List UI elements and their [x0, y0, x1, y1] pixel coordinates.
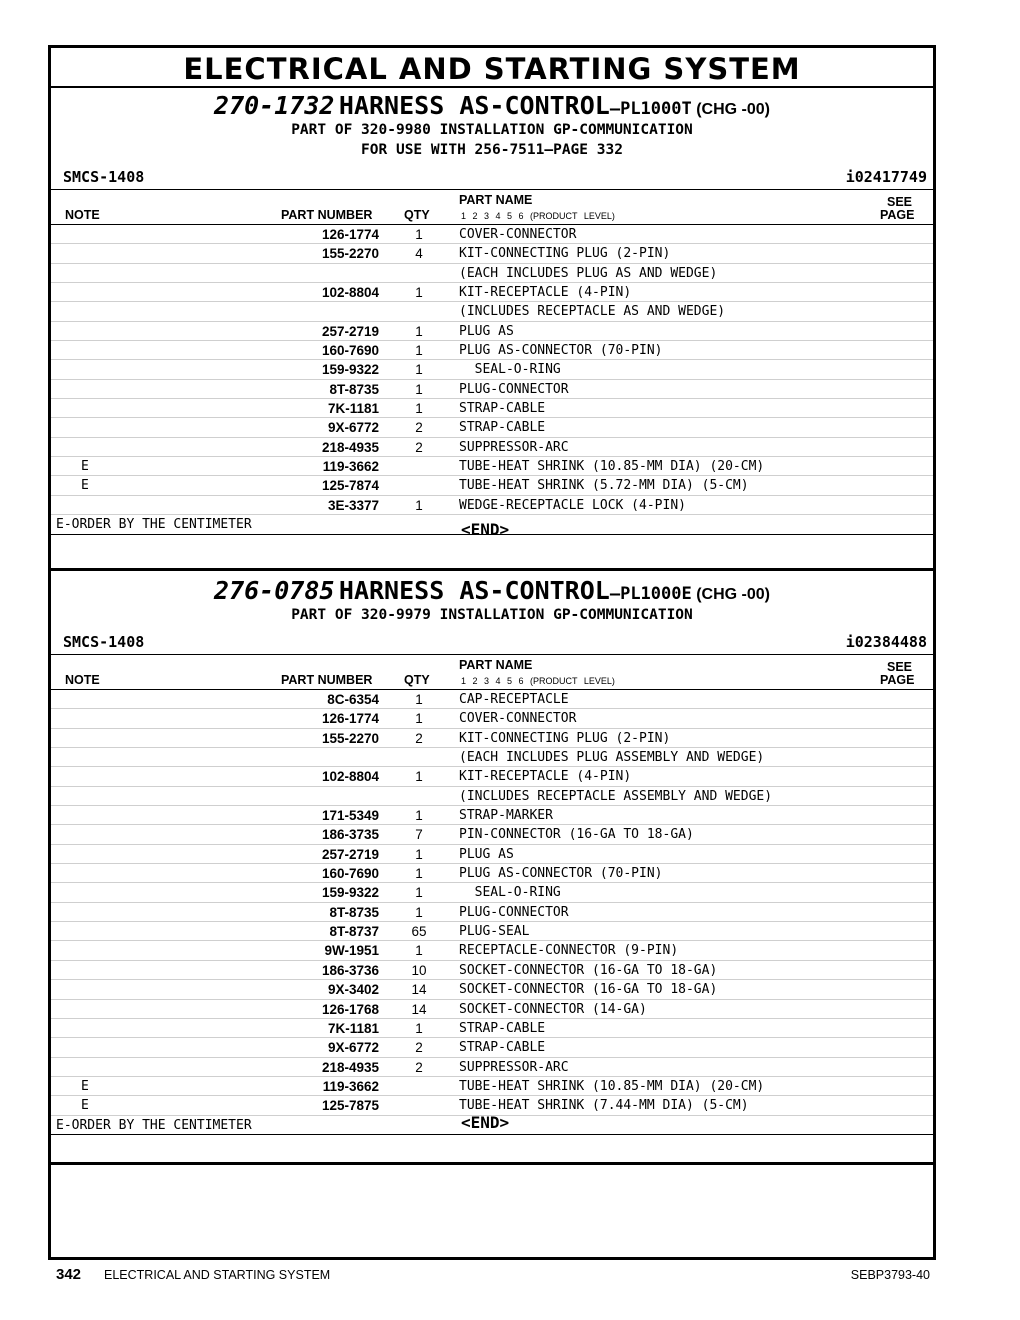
table-row: [51, 1038, 933, 1057]
page-frame: [48, 45, 936, 1260]
row-qty: 1: [415, 1020, 423, 1036]
row-qty: 2: [415, 439, 423, 455]
table-row: [51, 787, 933, 806]
row-qty: 1: [415, 711, 423, 727]
row-qty: 2: [415, 1059, 423, 1075]
table-row: [51, 264, 933, 283]
row-part-number: 119-3662: [322, 459, 379, 475]
row-part-number: 155-2270: [321, 246, 379, 262]
row-part-number: 9X-6772: [327, 420, 379, 436]
table-row: [51, 341, 933, 360]
row-part-number: 257-2719: [321, 846, 379, 862]
row-part-number: 9X-6772: [327, 1040, 379, 1056]
row-part-number: 126-1774: [321, 227, 379, 242]
row-part-number: 8T-8735: [329, 904, 379, 920]
row-qty: 65: [411, 924, 427, 940]
table-row: [51, 941, 933, 960]
row-qty: 1: [415, 285, 423, 301]
row-part-name: SOCKET-CONNECTOR (14-GA): [459, 1001, 647, 1017]
section-separator: [51, 568, 933, 571]
section-use-with: FOR USE WITH 256-7511—PAGE 332: [361, 142, 623, 158]
row-part-number: 3E-3377: [327, 497, 379, 513]
row-qty: 2: [415, 420, 423, 436]
col-product-levels: 1 2 3 4 5 6 (PRODUCT LEVEL): [461, 676, 615, 686]
row-part-number: 7K-1181: [327, 1020, 379, 1036]
row-qty: 1: [415, 323, 423, 339]
table-row: [51, 1077, 933, 1096]
row-part-name: TUBE-HEAT SHRINK (10.85-MM DIA) (20-CM): [459, 459, 765, 475]
row-part-name: (EACH INCLUDES PLUG AS AND WEDGE): [459, 265, 718, 281]
table-row: [51, 980, 933, 999]
section-model: —PL1000T: [609, 99, 692, 119]
section-part-of: PART OF 320-9979 INSTALLATION GP-COMMUNICATION: [291, 607, 693, 623]
row-part-name: SUPPRESSOR-ARC: [459, 439, 569, 455]
row-part-name: PLUG AS-CONNECTOR (70-PIN): [459, 866, 663, 882]
section-heading: [51, 576, 933, 605]
table-row: [51, 883, 933, 902]
page-number: 342: [56, 1266, 82, 1283]
row-part-name: SOCKET-CONNECTOR (16-GA TO 18-GA): [459, 982, 718, 998]
row-note: E: [81, 1078, 89, 1094]
table-row: [51, 496, 933, 515]
section-name: HARNESS AS-CONTROL: [338, 576, 610, 605]
table-row: [51, 399, 933, 418]
section-separator: [51, 1162, 933, 1165]
table-row: [51, 690, 933, 709]
row-part-number: 119-3662: [322, 1078, 379, 1094]
table-row: [51, 225, 933, 244]
row-part-number: 186-3735: [321, 827, 379, 843]
table-row: [51, 1019, 933, 1038]
title-rule: [51, 86, 933, 88]
row-part-name: SUPPRESSOR-ARC: [459, 1059, 569, 1075]
table-row: [51, 244, 933, 263]
table-row: [51, 845, 933, 864]
row-part-name: STRAP-MARKER: [459, 808, 553, 824]
row-part-number: 159-9322: [321, 362, 379, 378]
row-qty: 1: [415, 808, 423, 824]
row-part-number: 8C-6354: [327, 692, 379, 707]
row-part-name: RECEPTACLE-CONNECTOR (9-PIN): [459, 943, 679, 959]
table-row: [51, 302, 933, 321]
header-rule: [51, 654, 933, 655]
row-part-name: PLUG-CONNECTOR: [459, 904, 569, 920]
table-row: [51, 767, 933, 786]
row-part-name: COVER-CONNECTOR: [459, 227, 577, 242]
section-name: HARNESS AS-CONTROL: [338, 91, 610, 120]
col-qty: QTY: [404, 208, 430, 222]
col-see: SEE: [887, 195, 913, 209]
row-part-number: 125-7874: [321, 478, 379, 494]
document-id: SEBP3793-40: [850, 1268, 930, 1282]
row-part-number: 218-4935: [321, 1059, 379, 1075]
row-part-name: TUBE-HEAT SHRINK (7.44-MM DIA) (5-CM): [459, 1098, 749, 1114]
table-row: [51, 322, 933, 341]
table-row: [51, 806, 933, 825]
row-part-name: PLUG-CONNECTOR: [459, 381, 569, 397]
row-qty: 1: [415, 227, 423, 242]
row-part-number: 8T-8735: [329, 381, 379, 397]
row-part-name: PLUG AS: [459, 323, 514, 339]
table-row: [51, 903, 933, 922]
row-part-name: STRAP-CABLE: [459, 420, 546, 436]
col-part-number: PART NUMBER: [281, 673, 373, 687]
row-part-number: 218-4935: [321, 439, 379, 455]
row-qty: 2: [415, 730, 423, 746]
row-qty: 1: [415, 362, 423, 378]
row-qty: 1: [415, 343, 423, 359]
row-part-name: PIN-CONNECTOR (16-GA TO 18-GA): [459, 827, 694, 843]
col-product-levels: 1 2 3 4 5 6 (PRODUCT LEVEL): [461, 211, 615, 221]
row-part-name: PLUG AS: [459, 846, 514, 862]
row-part-name: STRAP-CABLE: [459, 1040, 546, 1056]
row-part-number: 160-7690: [321, 866, 379, 882]
row-qty: 4: [415, 246, 423, 262]
row-part-name: COVER-CONNECTOR: [459, 711, 577, 727]
col-note: NOTE: [65, 673, 100, 687]
row-part-name: TUBE-HEAT SHRINK (10.85-MM DIA) (20-CM): [459, 1078, 765, 1094]
footer-section-title: ELECTRICAL AND STARTING SYSTEM: [104, 1268, 331, 1282]
illustration-id: i02384488: [845, 633, 927, 651]
row-part-number: 9W-1951: [324, 943, 379, 959]
row-note: E: [81, 1098, 89, 1114]
row-part-name: KIT-CONNECTING PLUG (2-PIN): [459, 246, 671, 262]
parts-table: [51, 224, 933, 535]
col-part-name: PART NAME: [459, 658, 533, 672]
col-see: SEE: [887, 660, 913, 674]
row-part-name: PLUG AS-CONNECTOR (70-PIN): [459, 343, 663, 359]
table-row: [51, 380, 933, 399]
row-part-number: 186-3736: [321, 962, 379, 978]
table-row: [51, 1058, 933, 1077]
table-row: [51, 864, 933, 883]
row-part-name: (INCLUDES RECEPTACLE AS AND WEDGE): [459, 304, 726, 320]
row-part-number: 8T-8737: [329, 924, 379, 940]
end-marker: <END>: [461, 520, 510, 539]
section-heading: [51, 91, 933, 120]
row-qty: 1: [415, 401, 423, 417]
col-part-number: PART NUMBER: [281, 208, 373, 222]
row-qty: 1: [415, 497, 423, 513]
row-part-name: KIT-CONNECTING PLUG (2-PIN): [459, 730, 671, 746]
row-qty: 1: [415, 692, 423, 707]
row-part-number: 126-1768: [321, 1001, 379, 1017]
col-page: PAGE: [880, 673, 915, 687]
section-part-of: PART OF 320-9980 INSTALLATION GP-COMMUNICATION: [291, 122, 693, 138]
page-footer: [56, 1266, 930, 1286]
row-part-number: 102-8804: [321, 769, 379, 785]
row-part-name: KIT-RECEPTACLE (4-PIN): [459, 769, 632, 785]
row-part-name: WEDGE-RECEPTACLE LOCK (4-PIN): [459, 497, 686, 513]
row-part-number: 159-9322: [321, 885, 379, 901]
footnote: E-ORDER BY THE CENTIMETER: [56, 517, 252, 533]
row-qty: 14: [411, 1001, 427, 1017]
section-model: —PL1000E: [609, 584, 692, 604]
smcs-code: SMCS-1408: [63, 633, 145, 651]
row-part-name: KIT-RECEPTACLE (4-PIN): [459, 285, 632, 301]
table-row: [51, 1000, 933, 1019]
row-qty: 1: [415, 866, 423, 882]
footnote: E-ORDER BY THE CENTIMETER: [56, 1117, 252, 1133]
row-part-name: SEAL-O-RING: [459, 362, 561, 378]
row-qty: 14: [411, 982, 427, 998]
section-change: (CHG -00): [696, 586, 770, 603]
col-note: NOTE: [65, 208, 100, 222]
parts-table: [51, 689, 933, 1135]
page-title: ELECTRICAL AND STARTING SYSTEM: [183, 52, 801, 86]
row-part-name: (INCLUDES RECEPTACLE ASSEMBLY AND WEDGE): [459, 788, 773, 804]
row-part-number: 7K-1181: [327, 401, 379, 417]
row-qty: 1: [415, 943, 423, 959]
col-page: PAGE: [880, 208, 915, 222]
col-part-name: PART NAME: [459, 193, 533, 207]
row-part-number: 171-5349: [321, 808, 379, 824]
row-note: E: [81, 478, 89, 494]
table-row: [51, 961, 933, 980]
section-part-number: 276-0785: [214, 576, 335, 605]
section-part-number: 270-1732: [214, 91, 335, 120]
table-row: [51, 709, 933, 728]
row-part-number: 126-1774: [321, 711, 379, 727]
row-qty: 1: [415, 885, 423, 901]
table-row: [51, 360, 933, 379]
row-qty: 1: [415, 769, 423, 785]
row-part-name: SEAL-O-RING: [459, 885, 561, 901]
row-qty: 2: [415, 1040, 423, 1056]
row-part-name: (EACH INCLUDES PLUG ASSEMBLY AND WEDGE): [459, 750, 765, 766]
table-row: [51, 283, 933, 302]
row-part-name: STRAP-CABLE: [459, 1020, 546, 1036]
table-row: [51, 729, 933, 748]
table-row: [51, 748, 933, 767]
row-part-number: 155-2270: [321, 730, 379, 746]
table-row: [51, 825, 933, 844]
end-marker: <END>: [461, 1113, 510, 1132]
row-qty: 1: [415, 381, 423, 397]
row-part-name: TUBE-HEAT SHRINK (5.72-MM DIA) (5-CM): [459, 478, 749, 494]
row-part-number: 257-2719: [321, 323, 379, 339]
table-row: [51, 922, 933, 941]
row-part-name: PLUG-SEAL: [459, 924, 530, 940]
row-part-number: 9X-3402: [327, 982, 379, 998]
row-part-number: 102-8804: [321, 285, 379, 301]
row-part-name: SOCKET-CONNECTOR (16-GA TO 18-GA): [459, 962, 718, 978]
row-qty: 1: [415, 904, 423, 920]
table-row: [51, 476, 933, 495]
table-row: [51, 418, 933, 437]
row-qty: 1: [415, 846, 423, 862]
row-qty: 10: [411, 962, 427, 978]
row-part-name: CAP-RECEPTACLE: [459, 692, 569, 707]
smcs-code: SMCS-1408: [63, 168, 145, 186]
illustration-id: i02417749: [845, 168, 927, 186]
row-note: E: [81, 459, 89, 475]
row-qty: 7: [415, 827, 423, 843]
section-change: (CHG -00): [696, 101, 770, 118]
table-row: [51, 438, 933, 457]
col-qty: QTY: [404, 673, 430, 687]
header-rule: [51, 189, 933, 190]
row-part-number: 160-7690: [321, 343, 379, 359]
row-part-name: STRAP-CABLE: [459, 401, 546, 417]
table-row: [51, 457, 933, 476]
row-part-number: 125-7875: [321, 1098, 379, 1114]
